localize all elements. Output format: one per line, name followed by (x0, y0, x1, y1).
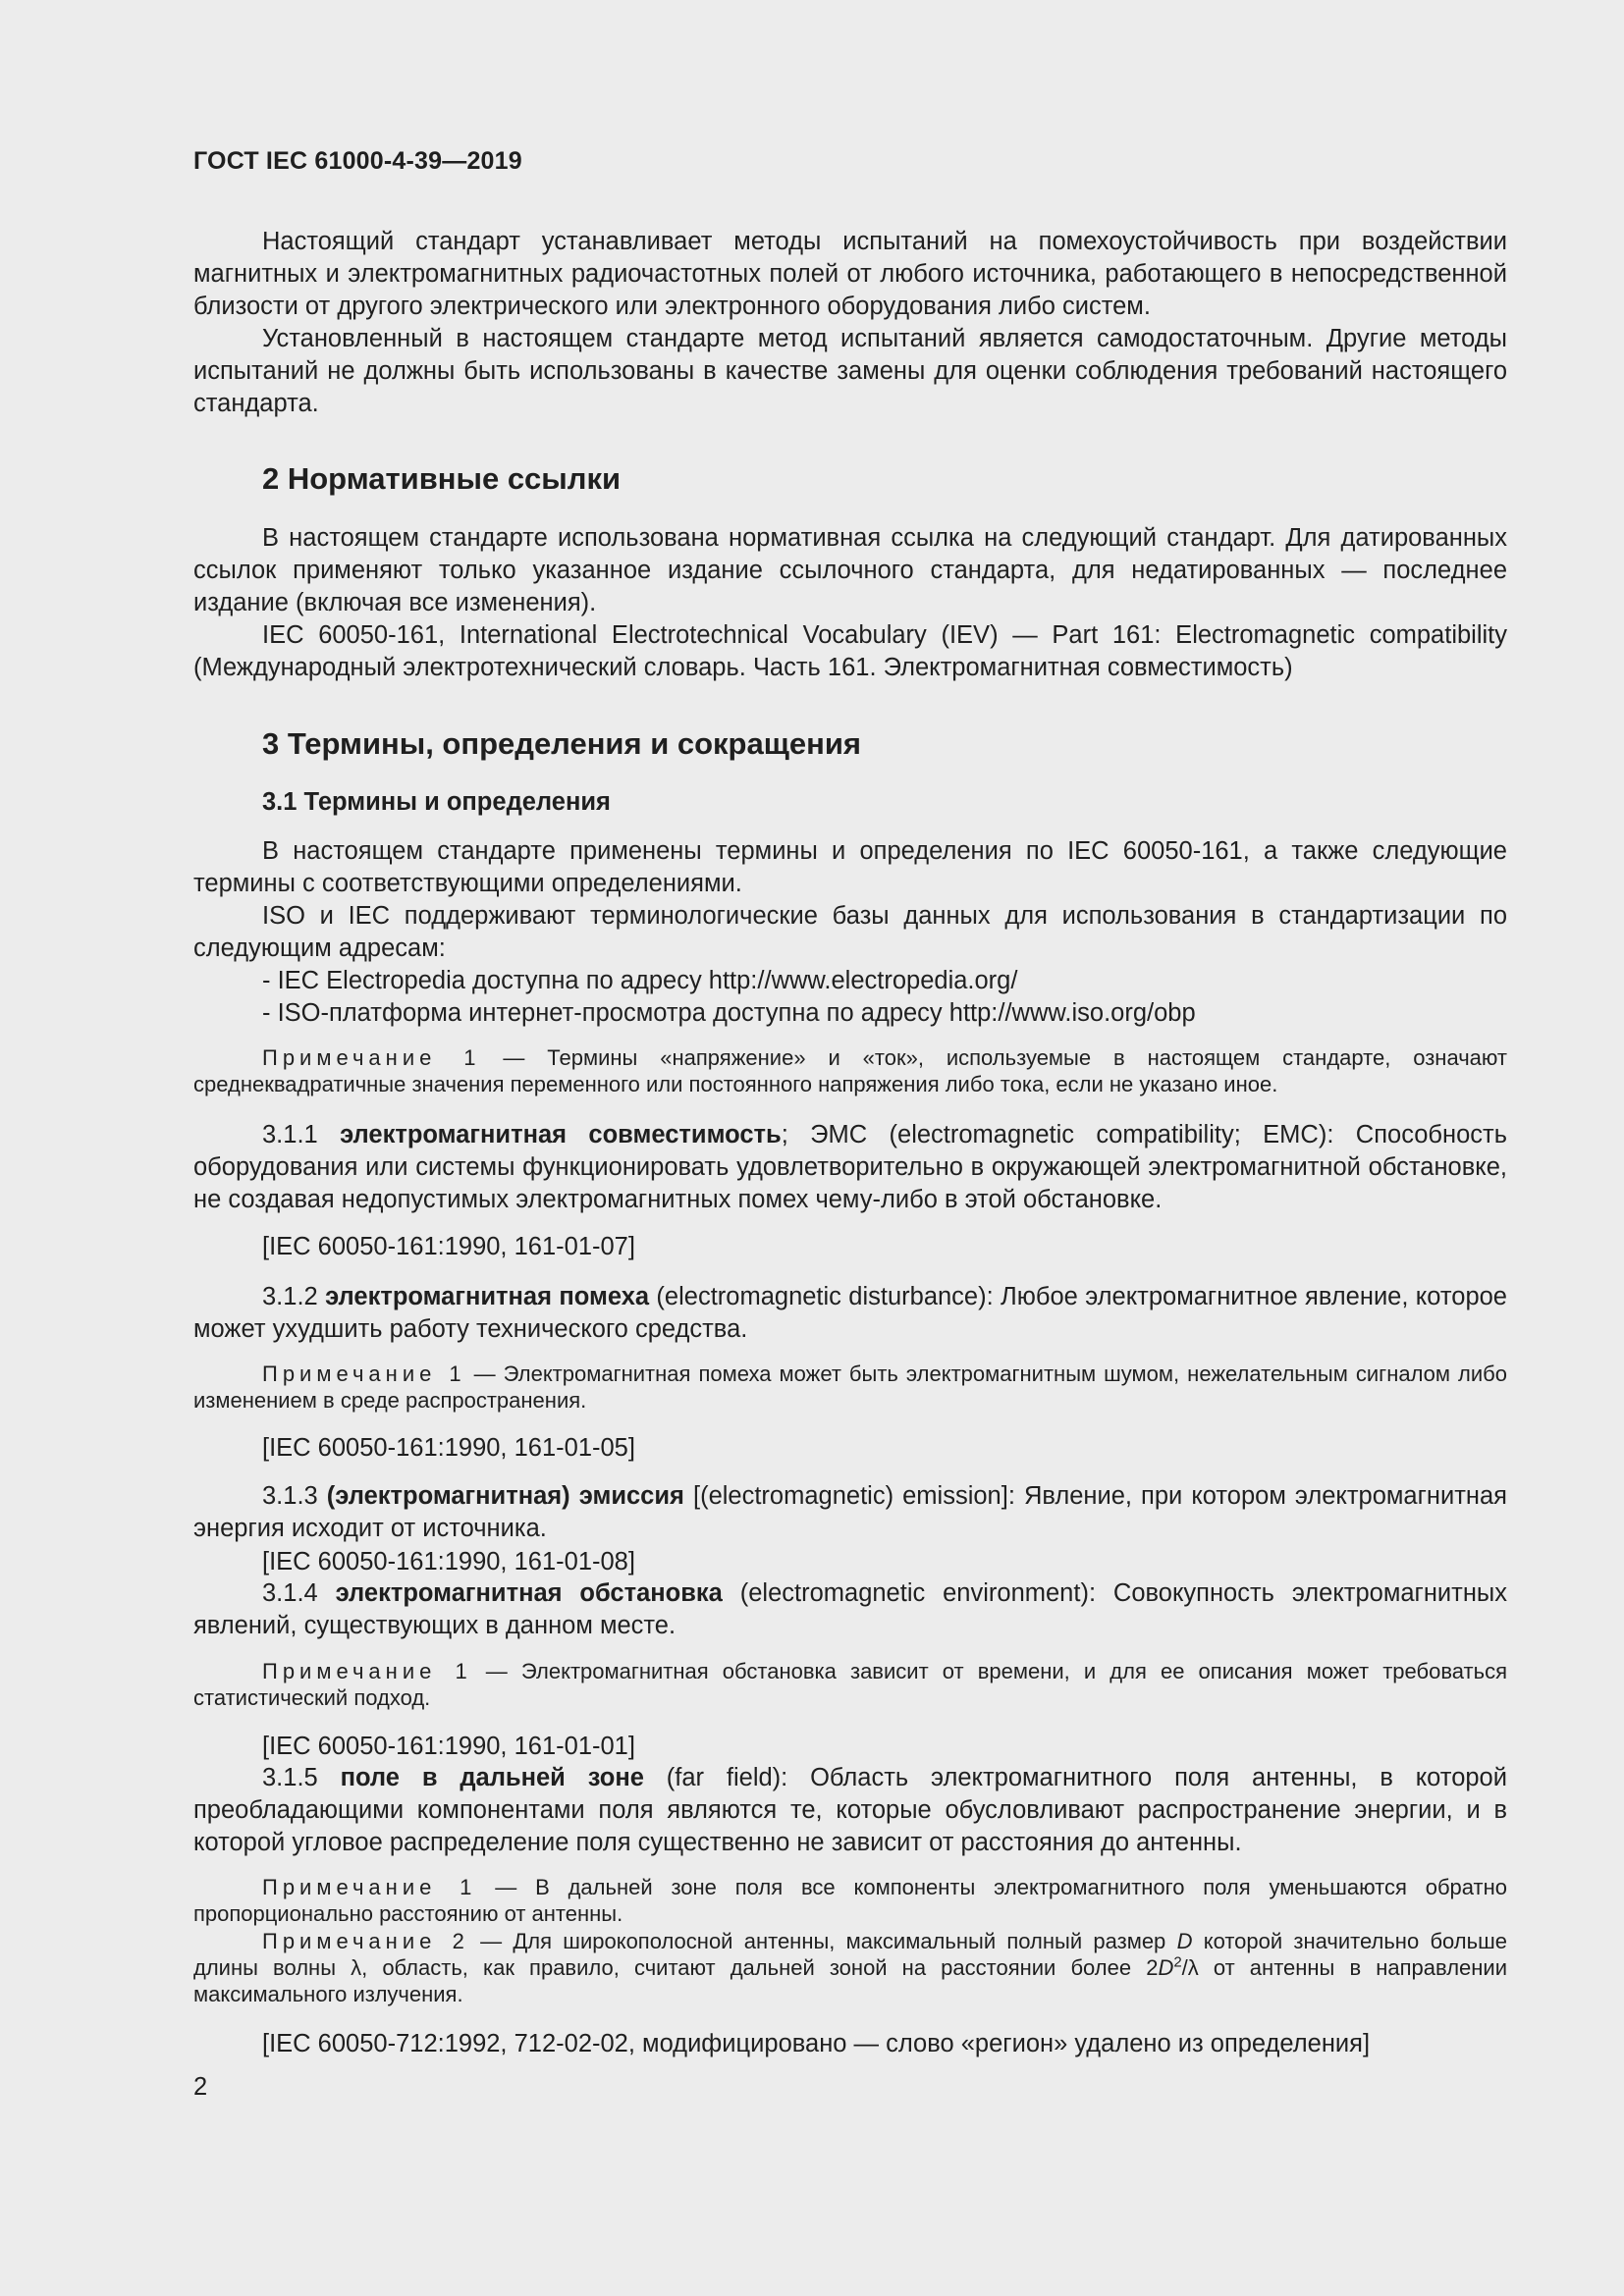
section-3-paragraph-2: ISO и IEC поддерживают терминологические базы данных для использования в стандартизации по следующим адресам: (193, 902, 1507, 962)
section-3-heading: 3 Термины, определения и сокращения (262, 726, 861, 761)
intro-paragraph-2: Установленный в настоящем стандарте метод испытаний является самодостаточным. Другие методы испытаний не должны быть использованы в качестве замены для оценки соблюдения требований настоящего стандарта. (193, 325, 1507, 417)
note-3-1-5-1 (193, 1874, 1507, 1927)
term-name: электромагнитная обстановка (335, 1579, 723, 1607)
symbol-d: D (1158, 1955, 1174, 1980)
page-number: 2 (193, 2073, 208, 2101)
superscript: 2 (1173, 1953, 1182, 1971)
list-item: - ISO-платформа интернет-просмотра доступна по адресу http://www.iso.org/obp (262, 999, 1196, 1027)
note-text: — Для широкополосной антенны, максимальный полный размер (468, 1929, 1177, 1953)
section-2-paragraph-1: В настоящем стандарте использована нормативная ссылка на следующий стандарт. Для датированных ссылок применяют только указанное издание ссылочного стандарта, для недатированных — последнее издание (включая все изменения). (193, 524, 1507, 616)
term-3-1-1 (193, 1119, 1507, 1216)
term-definition: ; ЭМС (electromagnetic compatibility; EMC): Способность оборудования или системы функционировать удовлетворительно в окружающей электромагнитной обстановке, не создавая недопустимых электромагнитных помех чему-либо в этой обстановке. (193, 1121, 1507, 1213)
note-label: Примечание 1 (262, 1362, 466, 1386)
term-3-1-4-source: [IEC 60050-161:1990, 161-01-01] (262, 1733, 635, 1760)
note-3-1-5-2 (193, 1928, 1507, 2007)
term-name: (электромагнитная) эмиссия (326, 1482, 684, 1510)
section-3-1-heading: 3.1 Термины и определения (262, 788, 611, 816)
note-text: — В дальней зоне поля все компоненты электромагнитного поля уменьшаются обратно пропорционально расстоянию от антенны. (193, 1875, 1507, 1926)
term-3-1-2-source: [IEC 60050-161:1990, 161-01-05] (262, 1434, 635, 1462)
section-2-paragraph-2: IEC 60050-161, International Electrotechnical Vocabulary (IEV) — Part 161: Electromagnetic compatibility (Международный электротехнический словарь. Часть 161. Электромагнитная совместимость) (193, 621, 1507, 681)
term-3-1-5 (193, 1762, 1507, 1859)
list-item: - IEC Electropedia доступна по адресу http://www.electropedia.org/ (262, 967, 1018, 994)
section-2-heading: 2 Нормативные ссылки (262, 461, 622, 496)
intro-paragraph-1: Настоящий стандарт устанавливает методы испытаний на помехоустойчивость при воздействии магнитных и электромагнитных радиочастотных полей от любого источника, работающего в непосредственной близости от другого электрического или электронного оборудования либо систем. (193, 228, 1507, 320)
term-3-1-5-source: [IEC 60050-712:1992, 712-02-02, модифицировано — слово «регион» удалено из определения] (262, 2030, 1371, 2057)
term-definition: (electromagnetic disturbance): Любое электромагнитное явление, которое может ухудшить работу технического средства. (193, 1283, 1507, 1343)
term-number: 3.1.2 (262, 1283, 326, 1310)
term-name: электромагнитная совместимость (340, 1121, 782, 1148)
term-definition: (far field): Область электромагнитного поля антенны, в которой преобладающими компонентами поля являются те, которые обусловливают распространение энергии, и в которой угловое распределение поля существенно не зависит от расстояния до антенны. (193, 1764, 1507, 1856)
address-list (262, 965, 1196, 1030)
term-number: 3.1.4 (262, 1579, 336, 1607)
note-text: — Электромагнитная помеха может быть электромагнитным шумом, нежелательным сигналом либо изменением в среде распространения. (193, 1362, 1508, 1413)
document-header: ГОСТ IEC 61000-4-39—2019 (193, 147, 522, 175)
term-3-1-2 (193, 1281, 1507, 1346)
symbol-d: D (1176, 1929, 1193, 1953)
term-name: поле в дальней зоне (340, 1764, 644, 1791)
note-text: — Термины «напряжение» и «ток», используемые в настоящем стандарте, означают среднеквадратичные значения переменного или постоянного напряжения либо тока, если не указано иное. (193, 1045, 1507, 1096)
term-definition: [(electromagnetic) emission]: Явление, при котором электромагнитная энергия исходит от источника. (193, 1482, 1507, 1542)
term-number: 3.1.3 (262, 1482, 327, 1510)
note-terms (193, 1044, 1507, 1097)
term-3-1-3-source: [IEC 60050-161:1990, 161-01-08] (262, 1548, 635, 1575)
note-label: Примечание 1 (262, 1045, 481, 1070)
note-label: Примечание 1 (262, 1659, 472, 1683)
term-3-1-1-source: [IEC 60050-161:1990, 161-01-07] (262, 1233, 635, 1260)
note-3-1-2 (193, 1361, 1507, 1414)
note-text: /λ от антенны в направлении максимального излучения. (193, 1955, 1507, 2006)
term-3-1-4 (193, 1577, 1507, 1642)
note-text: — Электромагнитная обстановка зависит от времени, и для ее описания может требоваться статистический подход. (193, 1659, 1507, 1710)
note-3-1-4 (193, 1658, 1507, 1711)
note-label: Примечание 1 (262, 1875, 477, 1899)
note-text: которой значительно больше длины волны λ, область, как правило, считают дальней зоной на расстоянии более 2 (193, 1929, 1507, 1980)
term-number: 3.1.1 (262, 1121, 341, 1148)
term-number: 3.1.5 (262, 1764, 341, 1791)
section-3-paragraph-1: В настоящем стандарте применены термины и определения по IEC 60050-161, а также следующие термины с соответствующими определениями. (193, 837, 1507, 897)
term-3-1-3 (193, 1480, 1507, 1545)
term-name: электромагнитная помеха (325, 1283, 650, 1310)
term-definition: (electromagnetic environment): Совокупность электромагнитных явлений, существующих в данном месте. (193, 1579, 1507, 1639)
note-label: Примечание 2 (262, 1929, 469, 1953)
